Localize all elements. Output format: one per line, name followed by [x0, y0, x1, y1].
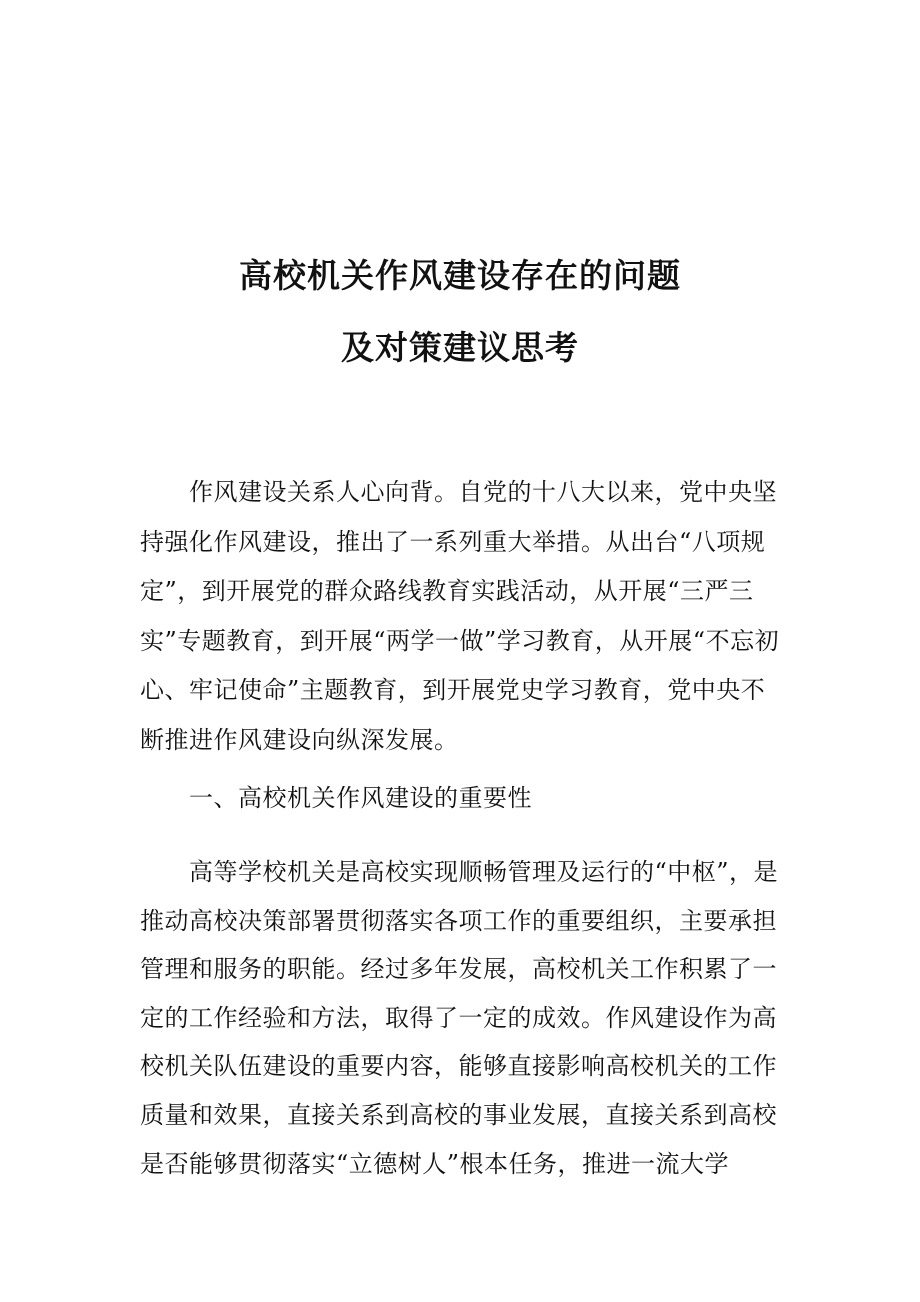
section-1-heading: 一、高校机关作风建设的重要性 [189, 784, 532, 812]
intro-paragraph: 作风建设关系人心向背。自党的十八大以来，党中央坚持强化作风建设，推出了一系列重大举措。从出台“八项规定”，到开展党的群众路线教育实践活动，从开展“三严三实”专题教育，到开展“两学一做”学习教育，从开展“不忘初心、牢记使命”主题教育，到开展党史学习教育，党中央不断推进作风建设向纵深发展。 [140, 478, 780, 754]
document-title-line-2: 及对策建议思考 [341, 328, 579, 367]
section-1-paragraph: 高等学校机关是高校实现顺畅管理及运行的“中枢”，是推动高校决策部署贯彻落实各项工作的重要组织，主要承担管理和服务的职能。经过多年发展，高校机关工作积累了一定的工作经验和方法，取得了一定的成效。作风建设作为高校机关队伍建设的重要内容，能够直接影响高校机关的工作质量和效果，直接关系到高校的事业发展，直接关系到高校是否能够贯彻落实“立德树人”根本任务，推进一流大学 [140, 858, 779, 1178]
document-title-line-1: 高校机关作风建设存在的问题 [239, 256, 681, 295]
